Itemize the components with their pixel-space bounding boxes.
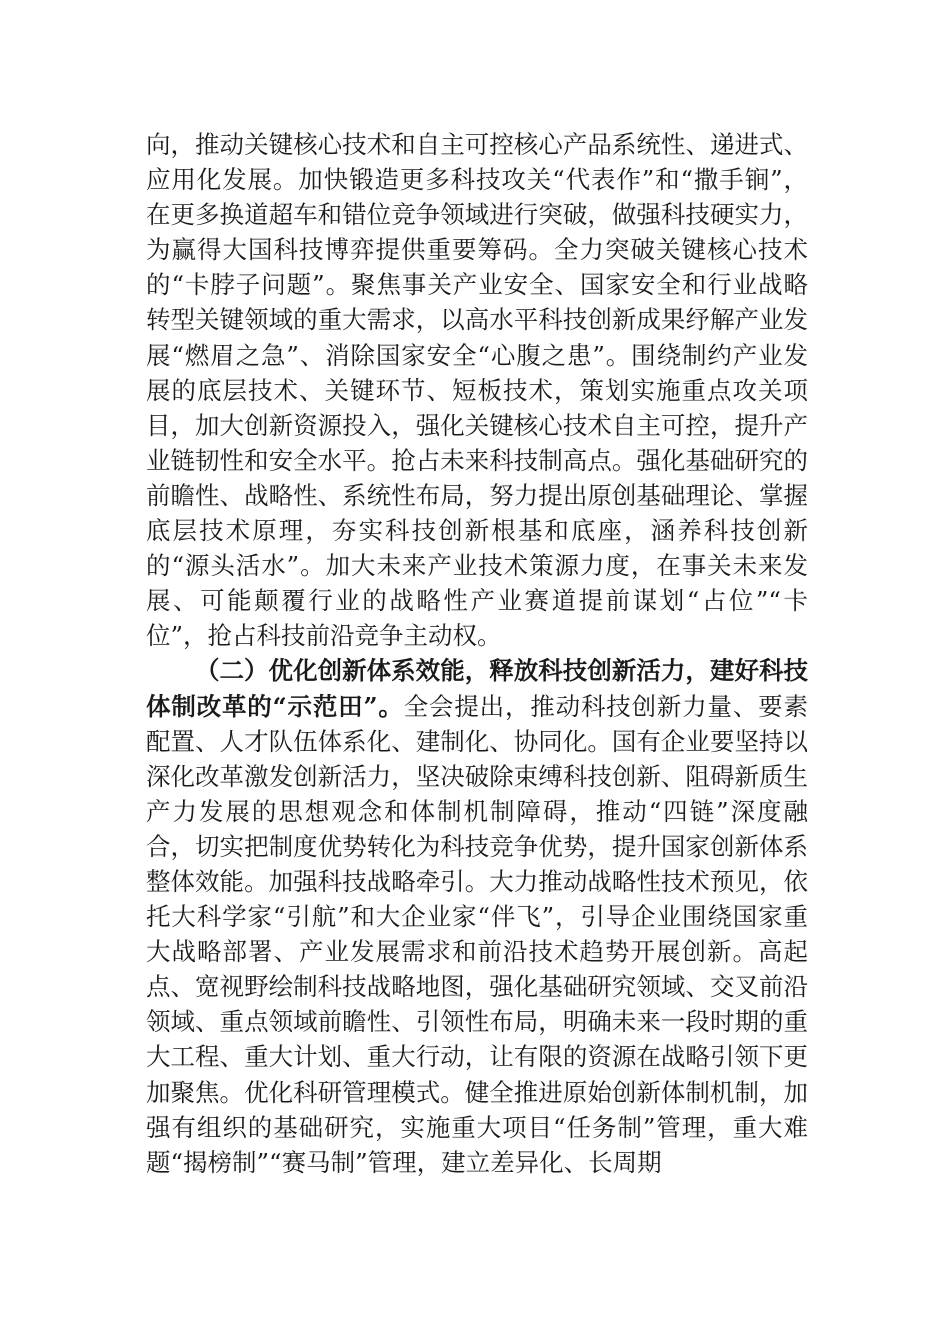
paragraph-text: 向，推动关键核心技术和自主可控核心产品系统性、递进式、应用化发展。加快锻造更多科技攻关“代表作”和“撒手锏”，在更多换道超车和错位竞争领域进行突破，做强科技硬实力，为赢得大国科技博弈提供重要筹码。全力突破关键核心技术的“卡脖子问题”。聚焦事关产业安全、国家安全和行业战略转型关键领域的重大需求，以高水平科技创新成果纾解产业发展“燃眉之急”、消除国家安全“心腹之患”。围绕制约产业发展的底层技术、关键环节、短板技术，策划实施重点攻关项目，加大创新资源投入，强化关键核心技术自主可控，提升产业链韧性和安全水平。抢占未来科技制高点。强化基础研究的前瞻性、战略性、系统性布局，努力提出原创基础理论、掌握底层技术原理，夯实科技创新根基和底座，涵养科技创新的“源头活水”。加大未来产业技术策源力度，在事关未来发展、可能颠覆行业的战略性产业赛道提前谋划“占位”“卡位”，抢占科技前沿竞争主动权。	[146, 130, 808, 651]
paragraph-text: 全会提出，推动科技创新力量、要素配置、人才队伍体系化、建制化、协同化。国有企业要坚持以深化改革激发创新活力，坚决破除束缚科技创新、阻碍新质生产力发展的思想观念和体制机制障碍，推动“四链”深度融合，切实把制度优势转化为科技竞争优势，提升国家创新体系整体效能。加强科技战略牵引。大力推动战略性技术预见，依托大科学家“引航”和大企业家“伴飞”，引导企业围绕国家重大战略部署、产业发展需求和前沿技术趋势开展创新。高起点、宽视野绘制科技战略地图，强化基础研究领域、交叉前沿领域、重点领域前瞻性、引领性布局，明确未来一段时期的重大工程、重大计划、重大行动，让有限的资源在战略引领下更加聚焦。优化科研管理模式。健全推进原始创新体制机制，加强有组织的基础研究，实施重大项目“任务制”管理，重大难题“揭榜制”“赛马制”管理，建立差异化、长周期	[146, 691, 808, 1177]
paragraph-section-two	[146, 653, 808, 1179]
document-body	[146, 127, 808, 1180]
paragraph-continuation	[146, 127, 808, 653]
section-heading: （二）优化创新体系效能，释放科技创新活力，建好科技体制改革的“示范田”。	[146, 656, 808, 721]
